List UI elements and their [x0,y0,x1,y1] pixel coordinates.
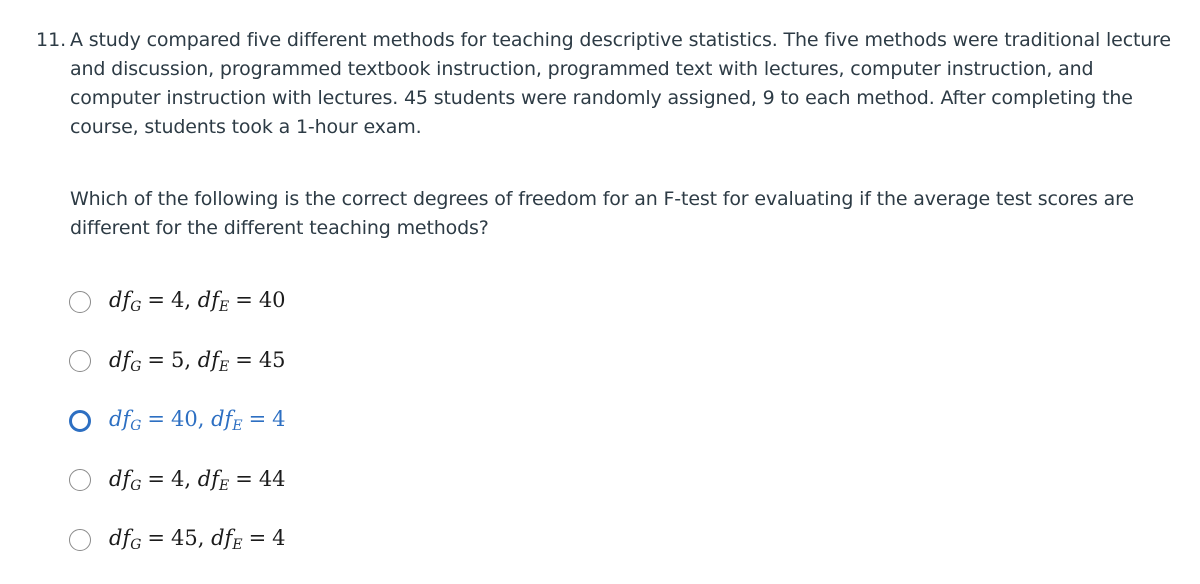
answer-option-1[interactable] [69,272,286,332]
answer-option-5[interactable] [69,510,286,570]
answer-option-4[interactable] [69,451,286,511]
answer-option-label: $df_G = 45$, $df_E = 4$ [109,526,286,554]
answer-option-3[interactable] [69,391,286,451]
question-number: 11. [36,29,67,51]
question-prompt: Which of the following is the correct degrees of freedom for an F-test for evaluating if the average test scores are different for the different teaching methods? [70,188,1134,239]
radio-button-icon[interactable] [69,350,91,372]
answer-options [69,272,286,570]
radio-button-icon[interactable] [69,529,91,551]
question-body: A study compared five different methods for teaching descriptive statistics. The five methods were traditional lecture and discussion, programmed textbook instruction, programmed text with lectures, computer instruction, and computer instruction with lectures. 45 students were randomly assigned, 9 to each method. After completing the course, students took a 1-hour exam. [70,29,1171,138]
radio-button-icon[interactable] [69,469,91,491]
answer-option-2[interactable] [69,332,286,392]
radio-button-selected-icon[interactable] [69,410,91,432]
question-block [36,26,1176,243]
answer-option-label: $df_G = 5$, $df_E = 45$ [109,347,286,375]
radio-button-icon[interactable] [69,291,91,313]
answer-option-label: $df_G = 4$, $df_E = 40$ [109,288,286,316]
answer-option-label: $df_G = 40$, $df_E = 4$ [109,407,286,435]
answer-option-label: $df_G = 4$, $df_E = 44$ [109,466,286,494]
